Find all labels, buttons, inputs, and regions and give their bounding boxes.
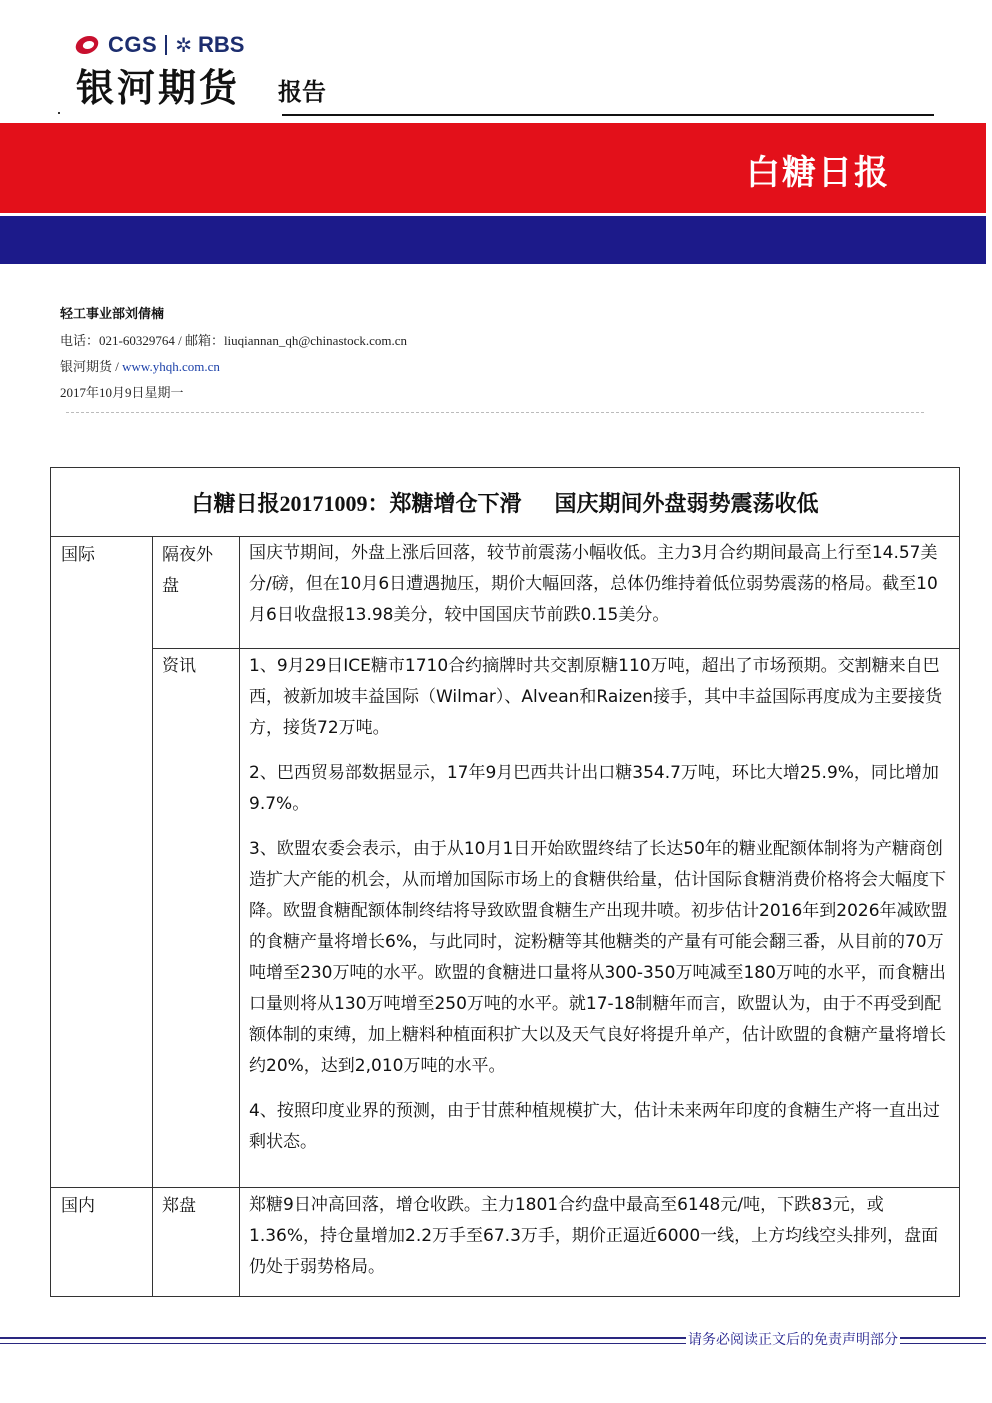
banner-title: 白糖日报 [746, 153, 890, 193]
title-banner [0, 123, 986, 213]
cgs-swirl-icon [76, 34, 102, 56]
overnight-text [249, 536, 953, 645]
news-text [249, 649, 953, 1172]
company-name: 银河期货 [76, 66, 241, 110]
paragraph: 1、9月29日ICE糖市1710合约摘牌时共交割原糖110万吨，超出了市场预期。交割糖来自巴西，被新加坡丰益国际（Wilmar）、Alvean和Raizen接手，其中丰益国际再度成为主要接货方，接货72万吨。 [249, 656, 943, 738]
logo-cgs: CGS [108, 32, 158, 57]
site-line [60, 356, 220, 375]
col-divider-1 [152, 536, 153, 1297]
author-dept: 轻工事业部刘倩楠 [60, 307, 165, 322]
dashed-divider [66, 412, 924, 413]
rbs-daisy-icon: ✲ [175, 33, 192, 57]
report-table [50, 467, 960, 1297]
table-title: 白糖日报20171009：郑糖增仓下滑 国庆期间外盘弱势震荡收低 [191, 490, 819, 516]
paragraph: 2、巴西贸易部数据显示，17年9月巴西共计出口糖354.7万吨，环比大增25.9%，同比增加9.7%。 [249, 763, 939, 814]
mark-dot [58, 112, 60, 114]
paragraph: 郑糖9日冲高回落，增仓收跌。主力1801合约盘中最高至6148元/吨，下跌83元，或1.36%，持仓量增加2.2万手至67.3万手，期价正逼近6000一线，上方均线空头排列，盘面仍处于弱势格局。 [249, 1195, 939, 1277]
logo-divider [165, 35, 167, 55]
paragraph: 国庆节期间，外盘上涨后回落，较节前震荡小幅收低。主力3月合约期间最高上行至14.57美分/磅，但在10月6日遭遇抛压，期价大幅回落，总体仍维持着低位弱势震荡的格局。截至10月6日收盘报13.98美分，较中国国庆节前跌0.15美分。 [249, 543, 938, 625]
author-contact: 电话：021-60329764 / 邮箱：liuqiannan_qh@chinastock.com.cn [60, 333, 408, 348]
site-link[interactable]: www.yhqh.com.cn [122, 359, 220, 374]
sub-zhengzhou: 郑盘 [162, 1196, 196, 1216]
site-prefix: 银河期货 / [60, 359, 123, 374]
paragraph: 4、按照印度业界的预测，由于甘蔗种植规模扩大，估计未来两年印度的食糖生产将一直出过剩状态。 [249, 1101, 940, 1152]
category-international: 国际 [61, 545, 95, 565]
disclaimer-note: 请务必阅读正文后的免责声明部分 [686, 1329, 900, 1349]
report-date: 2017年10月9日星期一 [60, 385, 184, 400]
col-divider-2 [239, 536, 240, 1297]
sub-overnight: 隔夜外盘 [162, 545, 213, 596]
banner-stripe [0, 216, 986, 264]
paragraph: 3、欧盟农委会表示，由于从10月1日开始欧盟终结了长达50年的糖业配额体制将为产糖商创造扩大产能的机会，从而增加国际市场上的食糖供给量，估计国际食糖消费价格将会大幅度下降。欧盟食糖配额体制终结将导致欧盟食糖生产出现井喷。初步估计2016年到2026年减欧盟的食糖产量将增长6%，与此同时，淀粉糖等其他糖类的产量有可能会翻三番，从目前的70万吨增至230万吨的水平。欧盟的食糖进口量将从300-350万吨减至180万吨的水平，而食糖出口量则将从130万吨增至250万吨的水平。就17-18制糖年而言，欧盟认为，由于不再受到配额体制的束缚，加上糖料种植面积扩大以及天气良好将提升单产，估计欧盟的食糖产量将增长约20%，达到2,010万吨的水平。 [249, 839, 948, 1076]
table-title-row [51, 468, 959, 537]
header-rule [282, 114, 934, 116]
sub-news: 资讯 [162, 656, 196, 676]
logo-rbs: RBS [197, 32, 245, 57]
category-domestic: 国内 [61, 1196, 95, 1216]
report-type: 报告 [278, 78, 326, 106]
zhengzhou-text [249, 1188, 953, 1297]
company-logo [76, 30, 276, 115]
